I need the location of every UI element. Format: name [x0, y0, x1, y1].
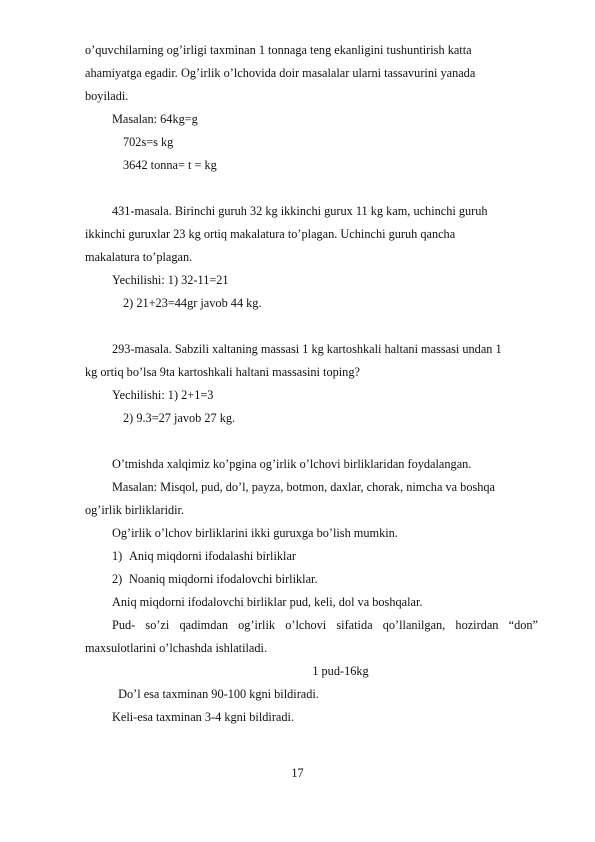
text-line: og’irlik birliklaridir. [85, 503, 185, 517]
text-line: kg ortiq bo’lsa 9ta kartoshkali haltani massasini toping? [85, 365, 360, 379]
list-number: 1) [112, 549, 123, 563]
text-line: Do’l esa taxminan 90-100 kgni bildiradi. [115, 687, 319, 701]
text-line: Aniq miqdorni ifodalovchi birliklar pud, keli, dol va boshqalar. [112, 595, 423, 609]
word: qadimdan [179, 618, 228, 632]
text-line: makalatura to’plagan. [85, 250, 193, 264]
example-line: 3642 tonna= t = kg [123, 158, 217, 172]
solution-line: 2) 21+23=44gr javob 44 kg. [123, 296, 262, 310]
problem-293-line: 293-masala. Sabzili xaltaning massasi 1 kg kartoshkali haltani massasi undan 1 [112, 342, 502, 356]
text-line: ikkinchi guruxlar 23 kg ortiq makalatura to’plagan. Uchinchi guruh qancha [85, 227, 456, 241]
text-line: Keli-esa taxminan 3-4 kgni bildiradi. [112, 710, 295, 724]
text-line: O’tmishda xalqimiz ko’pgina og’irlik o’lchovi birliklaridan foydalangan. [112, 457, 472, 471]
word: o’lchovi [285, 618, 327, 632]
word: so’zi [145, 618, 170, 632]
word: qo’llanilgan, [382, 618, 446, 632]
word: og’irlik [238, 618, 276, 632]
word: Pud- [112, 618, 136, 632]
text-line: maxsulotlarini o’lchashda ishlatiladi. [85, 641, 268, 655]
problem-431-line: 431-masala. Birinchi guruh 32 kg ikkinchi gurux 11 kg kam, uchinchi guruh [112, 204, 488, 218]
solution-line: Yechilishi: 1) 32-11=21 [112, 273, 229, 287]
centered-line: 1 pud-16kg [312, 664, 369, 678]
solution-line: 2) 9.3=27 javob 27 kg. [123, 411, 236, 425]
example-label: Masalan: 64kg=g [112, 112, 198, 126]
list-number: 2) [112, 572, 123, 586]
text-line: ahamiyatga egadir. Og’irlik o’lchovida doir masalalar ularni tassavurini yanada [85, 66, 476, 80]
text-line: boyiladi. [85, 89, 129, 103]
justified-line [112, 617, 538, 633]
list-item [112, 548, 296, 564]
text-line: Masalan: Misqol, pud, do’l, payza, botmon, daxlar, chorak, nimcha va boshqa [112, 480, 496, 494]
example-line: 702s=s kg [123, 135, 174, 149]
text-line: Og’irlik o’lchov birliklarini ikki guruxga bo’lish mumkin. [112, 526, 398, 540]
word: sifatida [336, 618, 373, 632]
solution-line: Yechilishi: 1) 2+1=3 [112, 388, 214, 402]
word: “don” [508, 618, 538, 632]
list-text: Noaniq miqdorni ifodalovchi birliklar. [129, 572, 318, 586]
list-item [112, 571, 318, 587]
word: hozirdan [455, 618, 499, 632]
list-text: Aniq miqdorni ifodalashi birliklar [129, 549, 297, 563]
text-line: o’quvchilarning og’irligi taxminan 1 tonnaga teng ekanligini tushuntirish katta [85, 43, 472, 57]
page-number: 17 [291, 766, 304, 780]
